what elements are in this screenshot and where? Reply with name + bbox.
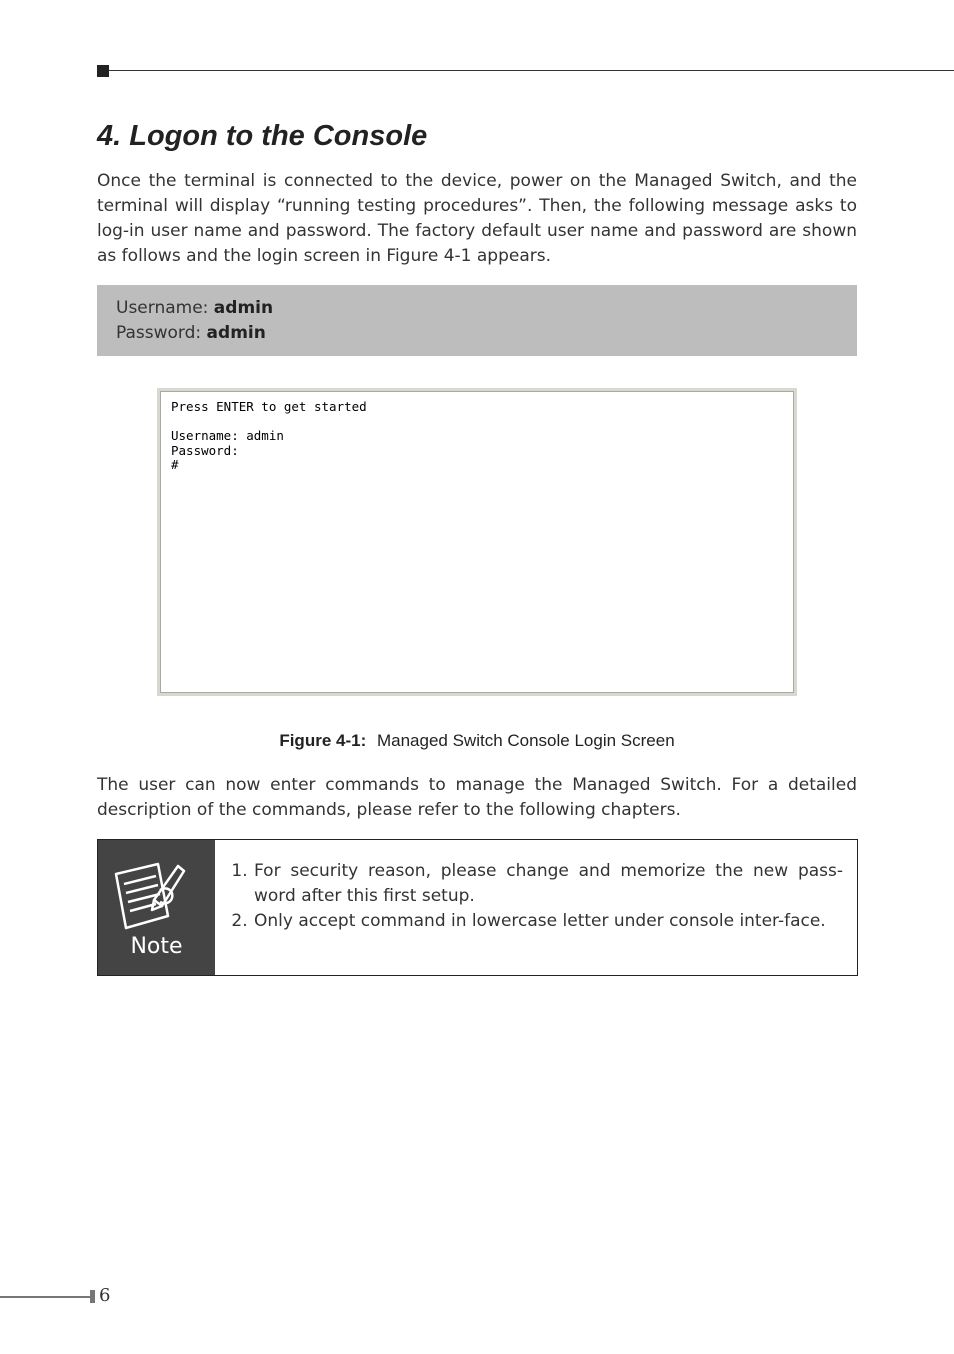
figure-label: Figure 4-1:: [279, 731, 367, 750]
note-item: 2. Only accept command in lowercase letter under console inter-face.: [253, 909, 843, 934]
header-square: [97, 65, 109, 77]
password-line: [116, 321, 838, 346]
after-paragraph: The user can now enter commands to manage the Managed Switch. For a detailed description of the commands, please refer to the following chapters.: [97, 775, 857, 820]
intro-paragraph: Once the terminal is connected to the device, power on the Managed Switch, and the terminal will display “running testing procedures”. Then, the following message asks to log-in user name and password. The factory default user name and password are shown as follows and the login screen in Figure 4-1 appears.: [97, 171, 857, 266]
username-label: Username:: [116, 298, 209, 318]
note-list: [215, 840, 857, 975]
figure-caption: [0, 731, 954, 751]
terminal-line: [171, 415, 783, 430]
password-value: admin: [206, 323, 266, 343]
terminal-line: Username: admin: [171, 428, 284, 443]
note-sidebar: [98, 840, 215, 975]
footer-rule: [0, 1296, 90, 1298]
terminal-line: #: [171, 457, 179, 472]
page-number: 6: [99, 1285, 111, 1306]
credentials-box: [97, 285, 857, 356]
header-rule: [97, 70, 954, 71]
note-pen-icon: [110, 860, 190, 932]
terminal-line: Password:: [171, 442, 239, 458]
password-label: Password:: [116, 323, 202, 343]
footer-mark: [90, 1290, 95, 1303]
figure-caption-text: Managed Switch Console Login Screen: [376, 731, 675, 750]
username-line: [116, 296, 838, 321]
terminal-line: Press ENTER to get started: [171, 399, 367, 414]
console-login-screen: [157, 388, 797, 696]
username-value: admin: [213, 298, 274, 318]
note-label: Note: [130, 934, 183, 959]
note-box: [97, 839, 858, 976]
note-item: 1. For security reason, please change and memorize the new pass-word after this first setup.: [253, 859, 843, 909]
section-heading: 4. Logon to the Console: [97, 120, 428, 152]
